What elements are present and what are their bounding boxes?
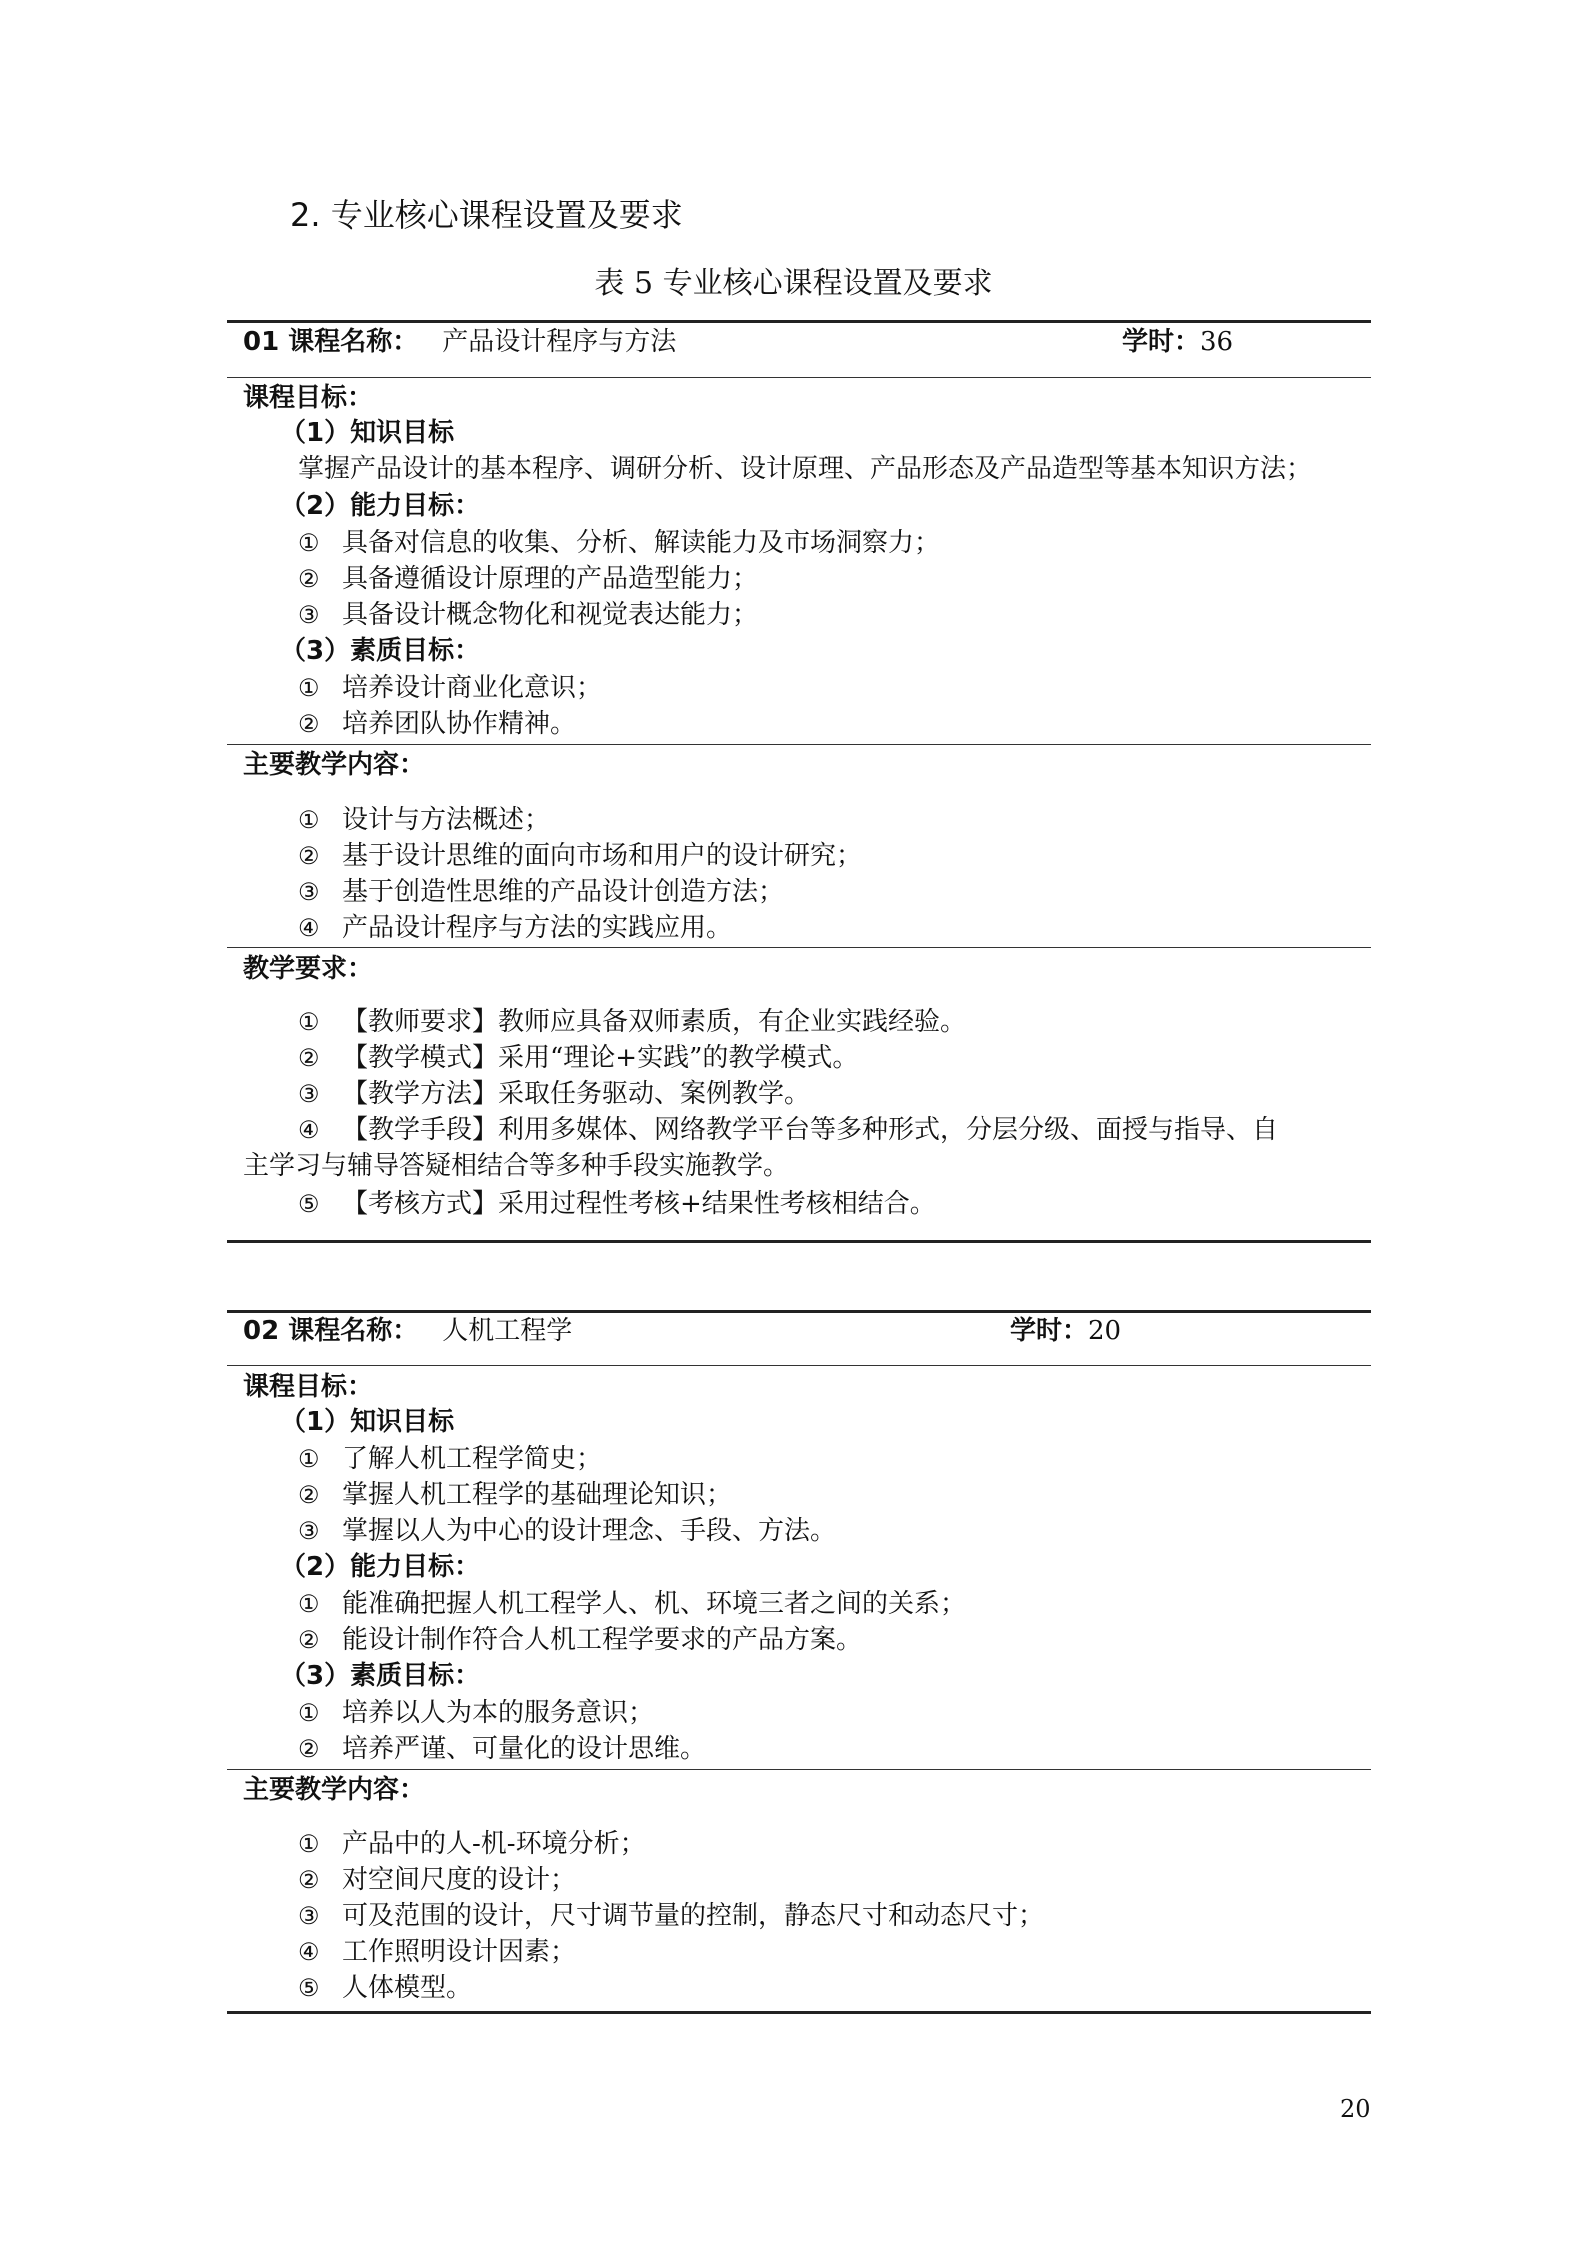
course-code-label: 01 课程名称： (243, 327, 419, 357)
knowledge-text: 掌握产品设计的基本程序、调研分析、设计原理、产品形态及产品造型等基本知识方法； (298, 454, 1313, 484)
list-item: ④ 【教学手段】利用多媒体、网络教学平台等多种形式，分层分级、面授与指导、自 (298, 1115, 1279, 1145)
list-item: ④ 产品设计程序与方法的实践应用。 (298, 913, 733, 943)
course-name: 产品设计程序与方法 (442, 327, 677, 357)
course-name: 人机工程学 (442, 1316, 573, 1346)
list-item: ① 产品中的人-机-环境分析； (298, 1829, 646, 1859)
table-top-rule (227, 1310, 1371, 1313)
list-item: ③ 掌握以人为中心的设计理念、手段、方法。 (298, 1516, 837, 1546)
list-item: ② 培养团队协作精神。 (298, 709, 577, 739)
hours-value: 36 (1200, 327, 1234, 357)
ability-label: （2）能力目标： (280, 491, 481, 521)
course-code-label: 02 课程名称： (243, 1316, 419, 1346)
table-bottom-rule (227, 2011, 1371, 2014)
objectives-label: 课程目标： (243, 1372, 374, 1402)
content-label: 主要教学内容： (243, 1775, 426, 1805)
quality-label: （3）素质目标： (280, 1661, 481, 1691)
list-item: ② 具备遵循设计原理的产品造型能力； (298, 564, 759, 594)
list-item: ② 掌握人机工程学的基础理论知识； (298, 1480, 733, 1510)
table-top-rule (227, 320, 1371, 323)
objectives-label: 课程目标： (243, 383, 374, 413)
list-item: ② 培养严谨、可量化的设计思维。 (298, 1734, 707, 1764)
ability-label: （2）能力目标： (280, 1552, 481, 1582)
hours-label: 学时： (1122, 327, 1201, 357)
row-divider (227, 744, 1371, 745)
list-item: ② 能设计制作符合人机工程学要求的产品方案。 (298, 1625, 863, 1655)
hours-label: 学时： (1010, 1316, 1089, 1346)
list-item: ① 能准确把握人机工程学人、机、环境三者之间的关系； (298, 1589, 967, 1619)
list-item: ① 培养以人为本的服务意识； (298, 1698, 655, 1728)
list-item: ④ 工作照明设计因素； (298, 1937, 577, 1967)
row-divider (227, 1365, 1371, 1366)
page-number: 20 (1340, 2095, 1371, 2123)
list-item: ⑤ 人体模型。 (298, 1973, 473, 2003)
list-item: ③ 基于创造性思维的产品设计创造方法； (298, 877, 785, 907)
hours-value: 20 (1088, 1316, 1122, 1346)
list-item: ③ 具备设计概念物化和视觉表达能力； (298, 600, 759, 630)
list-item: ⑤ 【考核方式】采用过程性考核+结果性考核相结合。 (298, 1189, 936, 1219)
list-item: ② 对空间尺度的设计； (298, 1865, 577, 1895)
list-item: ① 设计与方法概述； (298, 805, 551, 835)
list-item: ① 了解人机工程学简史； (298, 1444, 603, 1474)
list-item-continuation: 主学习与辅导答疑相结合等多种手段实施教学。 (243, 1151, 790, 1181)
course-title-row (243, 1314, 572, 1348)
requirements-label: 教学要求： (243, 954, 374, 984)
content-label: 主要教学内容： (243, 750, 426, 780)
course-hours (1010, 1314, 1121, 1348)
row-divider (227, 947, 1371, 948)
section-heading: 2. 专业核心课程设置及要求 (290, 196, 683, 234)
list-item: ② 基于设计思维的面向市场和用户的设计研究； (298, 841, 863, 871)
list-item: ① 培养设计商业化意识； (298, 673, 603, 703)
list-item: ② 【教学模式】采用“理论+实践”的教学模式。 (298, 1043, 859, 1073)
quality-label: （3）素质目标： (280, 636, 481, 666)
knowledge-label: （1）知识目标 (280, 1407, 455, 1437)
knowledge-label: （1）知识目标 (280, 418, 455, 448)
table-caption: 表 5 专业核心课程设置及要求 (594, 266, 993, 301)
table-bottom-rule (227, 1240, 1371, 1243)
list-item: ③ 可及范围的设计，尺寸调节量的控制，静态尺寸和动态尺寸； (298, 1901, 1045, 1931)
list-item: ① 具备对信息的收集、分析、解读能力及市场洞察力； (298, 528, 941, 558)
row-divider (227, 377, 1371, 378)
list-item: ③ 【教学方法】采取任务驱动、案例教学。 (298, 1079, 811, 1109)
row-divider (227, 1769, 1371, 1770)
course-title-row (243, 325, 676, 359)
course-hours (1122, 325, 1233, 359)
list-item: ① 【教师要求】教师应具备双师素质，有企业实践经验。 (298, 1007, 967, 1037)
